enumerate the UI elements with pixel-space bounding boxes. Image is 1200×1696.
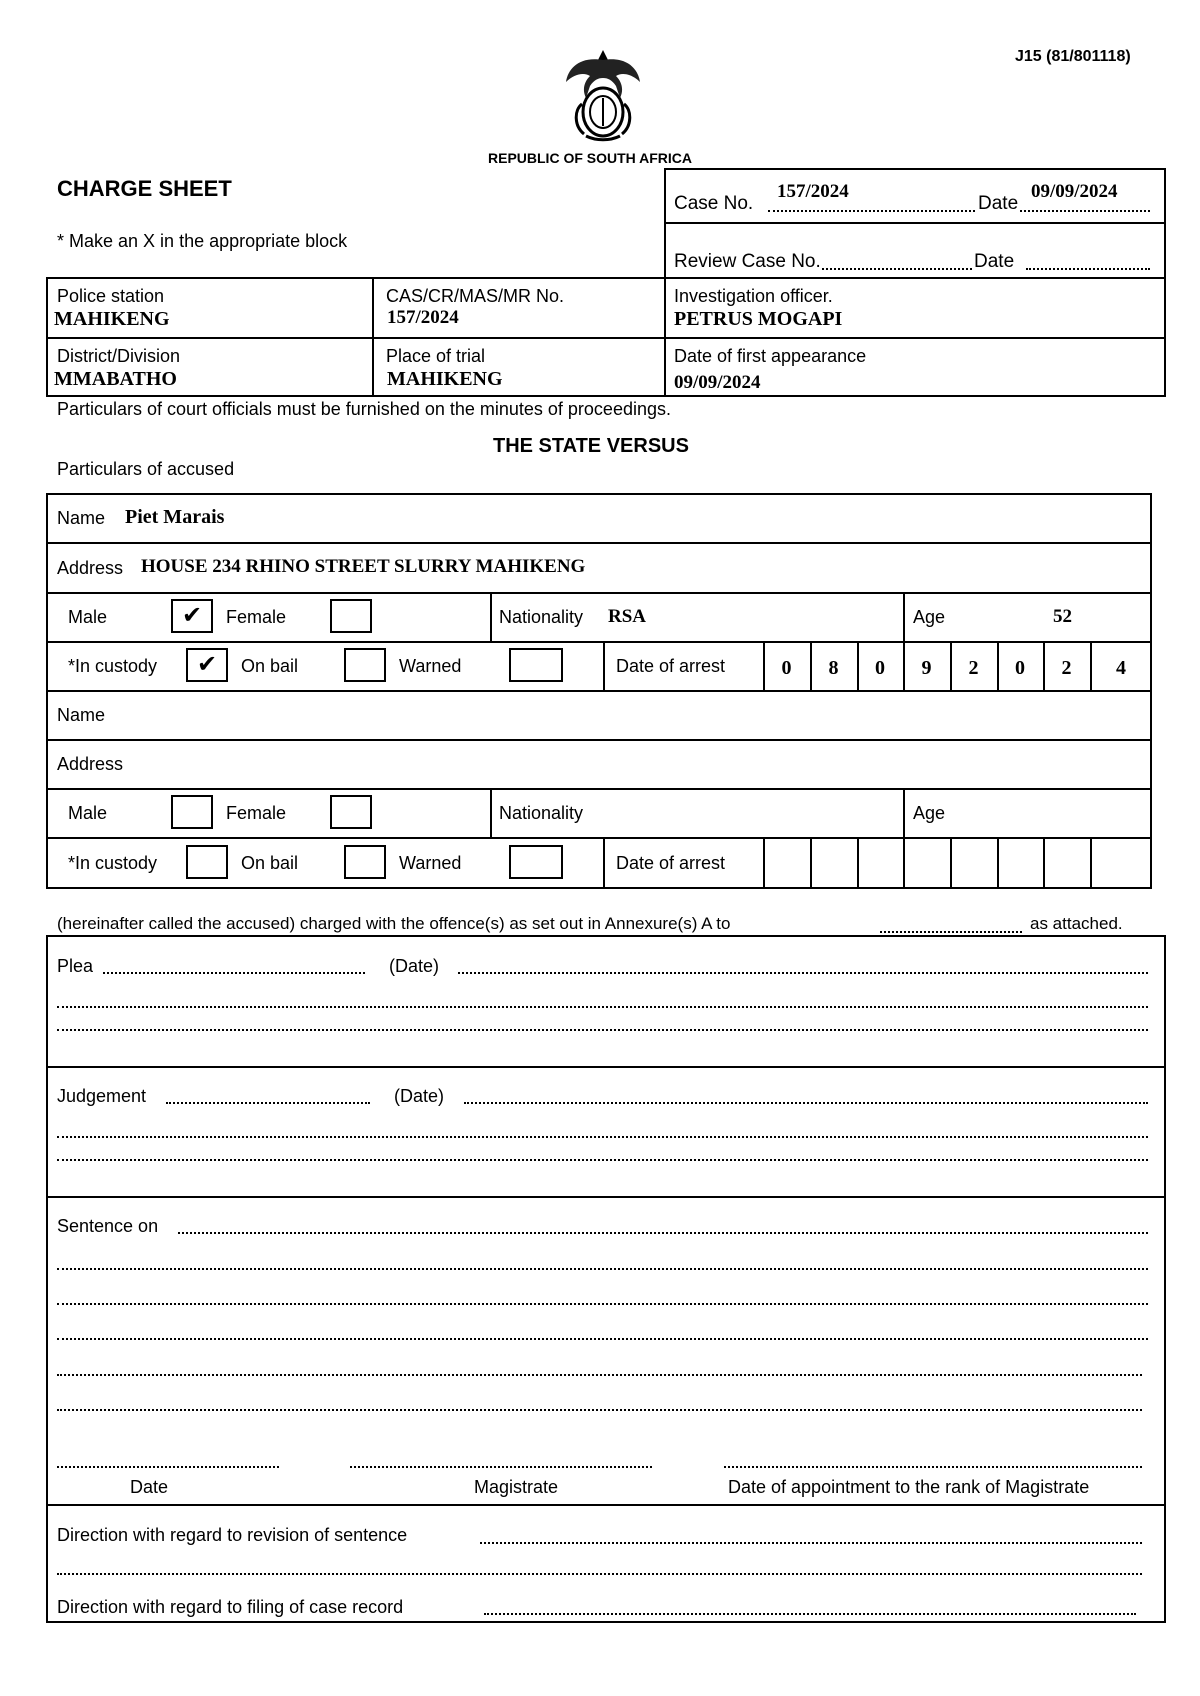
case-no-label: Case No. bbox=[674, 193, 754, 214]
accused1-date-of-arrest-label: Date of arrest bbox=[616, 656, 726, 676]
direction-revision-input[interactable] bbox=[480, 1542, 1142, 1544]
accused2-warned-checkbox[interactable] bbox=[509, 845, 563, 879]
divider bbox=[664, 277, 666, 397]
accused1-address-label: Address bbox=[57, 558, 124, 578]
accused1-warned-checkbox[interactable] bbox=[509, 648, 563, 682]
document-title: CHARGE SHEET bbox=[57, 176, 232, 201]
place-of-trial-label: Place of trial bbox=[386, 346, 486, 366]
accused1-nationality-label: Nationality bbox=[499, 607, 584, 627]
divider bbox=[46, 592, 1152, 594]
signature-appointment-label: Date of appointment to the rank of Magistrate bbox=[728, 1477, 1090, 1497]
divider bbox=[46, 641, 1152, 643]
plea-line[interactable] bbox=[57, 1029, 1148, 1031]
accused1-warned-label: Warned bbox=[399, 656, 462, 676]
judgement-date-input[interactable] bbox=[464, 1102, 1148, 1104]
sentence-line[interactable] bbox=[57, 1374, 1142, 1376]
divider bbox=[950, 837, 952, 889]
form-code: J15 (81/801118) bbox=[1015, 48, 1131, 65]
divider bbox=[46, 788, 1152, 790]
accused2-date-of-arrest-label: Date of arrest bbox=[616, 853, 726, 873]
arrest-date-digit[interactable]: 0 bbox=[875, 657, 885, 679]
accused2-on-bail-checkbox[interactable] bbox=[344, 845, 386, 879]
state-versus-heading: THE STATE VERSUS bbox=[493, 435, 689, 457]
district-value[interactable]: MMABATHO bbox=[54, 368, 177, 390]
accused2-address-label: Address bbox=[57, 754, 124, 774]
accused1-male-label: Male bbox=[68, 607, 108, 627]
divider bbox=[903, 592, 905, 641]
instruction-text: * Make an X in the appropriate block bbox=[57, 231, 348, 251]
divider bbox=[997, 837, 999, 889]
divider bbox=[903, 788, 905, 837]
accused2-name-label: Name bbox=[57, 705, 106, 725]
first-appearance-label: Date of first appearance bbox=[674, 346, 867, 366]
signature-magistrate-line[interactable] bbox=[350, 1466, 652, 1468]
accused1-age-value[interactable]: 52 bbox=[1053, 606, 1072, 627]
sentence-line[interactable] bbox=[57, 1409, 1142, 1411]
accused2-male-checkbox[interactable] bbox=[171, 795, 213, 829]
sentence-input[interactable] bbox=[178, 1232, 1148, 1234]
sentence-line[interactable] bbox=[57, 1338, 1148, 1340]
review-case-no-label: Review Case No. bbox=[674, 251, 821, 272]
divider bbox=[810, 837, 812, 889]
charge-statement: (hereinafter called the accused) charged with the offence(s) as set out in Annexure(s) A to bbox=[57, 914, 731, 933]
judgement-input[interactable] bbox=[166, 1102, 370, 1104]
sentence-line[interactable] bbox=[57, 1268, 1148, 1270]
divider bbox=[372, 277, 374, 397]
divider bbox=[46, 1196, 1166, 1198]
sentence-label: Sentence on bbox=[57, 1216, 159, 1236]
divider bbox=[857, 837, 859, 889]
judgement-label: Judgement bbox=[57, 1086, 147, 1106]
sentence-line[interactable] bbox=[57, 1303, 1148, 1305]
divider bbox=[490, 592, 492, 641]
arrest-date-digit[interactable]: 0 bbox=[781, 657, 792, 679]
accused1-female-label: Female bbox=[226, 607, 287, 627]
direction-line[interactable] bbox=[57, 1573, 1142, 1575]
divider bbox=[46, 690, 1152, 692]
judgement-date-label: (Date) bbox=[394, 1086, 445, 1106]
accused1-male-checkbox[interactable]: ✔ bbox=[171, 599, 213, 633]
court-officials-note: Particulars of court officials must be furnished on the minutes of proceedings. bbox=[57, 399, 671, 419]
accused2-nationality-label: Nationality bbox=[499, 803, 584, 823]
plea-line[interactable] bbox=[57, 1006, 1148, 1008]
dotted-line bbox=[1026, 268, 1150, 270]
case-no-value[interactable]: 157/2024 bbox=[777, 181, 849, 202]
divider bbox=[46, 542, 1152, 544]
direction-filing-input[interactable] bbox=[484, 1613, 1136, 1615]
accused2-in-custody-label: *In custody bbox=[68, 853, 158, 873]
divider bbox=[46, 1066, 1166, 1068]
accused1-on-bail-checkbox[interactable] bbox=[344, 648, 386, 682]
investigation-officer-value[interactable]: PETRUS MOGAPI bbox=[674, 308, 843, 330]
accused2-age-label: Age bbox=[913, 803, 946, 823]
dotted-line bbox=[880, 931, 1022, 933]
accused1-female-checkbox[interactable] bbox=[330, 599, 372, 633]
accused1-in-custody-checkbox[interactable]: ✔ bbox=[186, 648, 228, 682]
accused2-female-checkbox[interactable] bbox=[330, 795, 372, 829]
divider bbox=[46, 337, 1166, 339]
judgement-line[interactable] bbox=[57, 1136, 1148, 1138]
accused2-in-custody-checkbox[interactable] bbox=[186, 845, 228, 879]
divider bbox=[490, 788, 492, 837]
plea-date-input[interactable] bbox=[458, 972, 1148, 974]
arrest-date-digit[interactable]: 2 bbox=[1061, 657, 1072, 679]
plea-label: Plea bbox=[57, 956, 94, 976]
accused2-on-bail-label: On bail bbox=[241, 853, 299, 873]
divider bbox=[46, 1504, 1166, 1506]
plea-date-label: (Date) bbox=[389, 956, 440, 976]
case-date-label: Date bbox=[978, 193, 1019, 214]
cas-no-label: CAS/CR/MAS/MR No. bbox=[386, 286, 565, 306]
accused1-nationality-value[interactable]: RSA bbox=[608, 606, 647, 627]
case-date-value[interactable]: 09/09/2024 bbox=[1031, 181, 1118, 202]
district-label: District/Division bbox=[57, 346, 181, 366]
dotted-line bbox=[822, 268, 972, 270]
accused1-in-custody-label: *In custody bbox=[68, 656, 158, 676]
proceedings-box bbox=[46, 935, 1166, 1623]
particulars-of-accused-label: Particulars of accused bbox=[57, 459, 235, 479]
signature-date-label: Date bbox=[130, 1477, 169, 1497]
divider bbox=[46, 837, 1152, 839]
police-station-label: Police station bbox=[57, 286, 165, 306]
accused2-warned-label: Warned bbox=[399, 853, 462, 873]
arrest-date-digit[interactable]: 2 bbox=[968, 657, 979, 679]
divider bbox=[603, 837, 605, 889]
review-date-label: Date bbox=[974, 251, 1015, 272]
accused1-address-value[interactable]: HOUSE 234 RHINO STREET SLURRY MAHIKENG bbox=[141, 556, 586, 577]
accused2-female-label: Female bbox=[226, 803, 287, 823]
divider bbox=[664, 222, 1166, 224]
signature-date-line[interactable] bbox=[57, 1466, 279, 1468]
investigation-officer-label: Investigation officer. bbox=[674, 286, 833, 306]
accused1-on-bail-label: On bail bbox=[241, 656, 299, 676]
arrest-date-digit[interactable]: 9 bbox=[921, 657, 932, 679]
dotted-line bbox=[1020, 210, 1150, 212]
accused2-male-label: Male bbox=[68, 803, 108, 823]
divider bbox=[1090, 837, 1092, 889]
first-appearance-value[interactable]: 09/09/2024 bbox=[674, 372, 761, 393]
divider bbox=[903, 837, 905, 889]
charge-statement-end: as attached. bbox=[1030, 914, 1123, 933]
police-station-value[interactable]: MAHIKENG bbox=[54, 308, 170, 330]
accused1-age-label: Age bbox=[913, 607, 946, 627]
divider bbox=[763, 837, 765, 889]
direction-filing-label: Direction with regard to filing of case record bbox=[57, 1597, 404, 1617]
plea-input[interactable] bbox=[103, 972, 365, 974]
direction-revision-label: Direction with regard to revision of sentence bbox=[57, 1525, 408, 1545]
judgement-line[interactable] bbox=[57, 1159, 1148, 1161]
accused1-name-label: Name bbox=[57, 508, 106, 528]
place-of-trial-value[interactable]: MAHIKENG bbox=[387, 368, 503, 390]
dotted-line bbox=[768, 210, 975, 212]
country-name: REPUBLIC OF SOUTH AFRICA bbox=[488, 150, 693, 166]
divider bbox=[603, 641, 605, 690]
signature-appointment-line[interactable] bbox=[724, 1466, 1142, 1468]
coat-of-arms-emblem bbox=[560, 46, 646, 142]
accused1-name-value[interactable]: Piet Marais bbox=[125, 506, 225, 528]
cas-no-value[interactable]: 157/2024 bbox=[387, 307, 459, 328]
arrest-date-digit[interactable]: 0 bbox=[1015, 657, 1025, 679]
arrest-date-digit[interactable]: 8 bbox=[828, 657, 839, 679]
signature-magistrate-label: Magistrate bbox=[474, 1477, 559, 1497]
arrest-date-digit[interactable]: 4 bbox=[1116, 657, 1126, 679]
divider bbox=[1043, 837, 1045, 889]
divider bbox=[46, 739, 1152, 741]
